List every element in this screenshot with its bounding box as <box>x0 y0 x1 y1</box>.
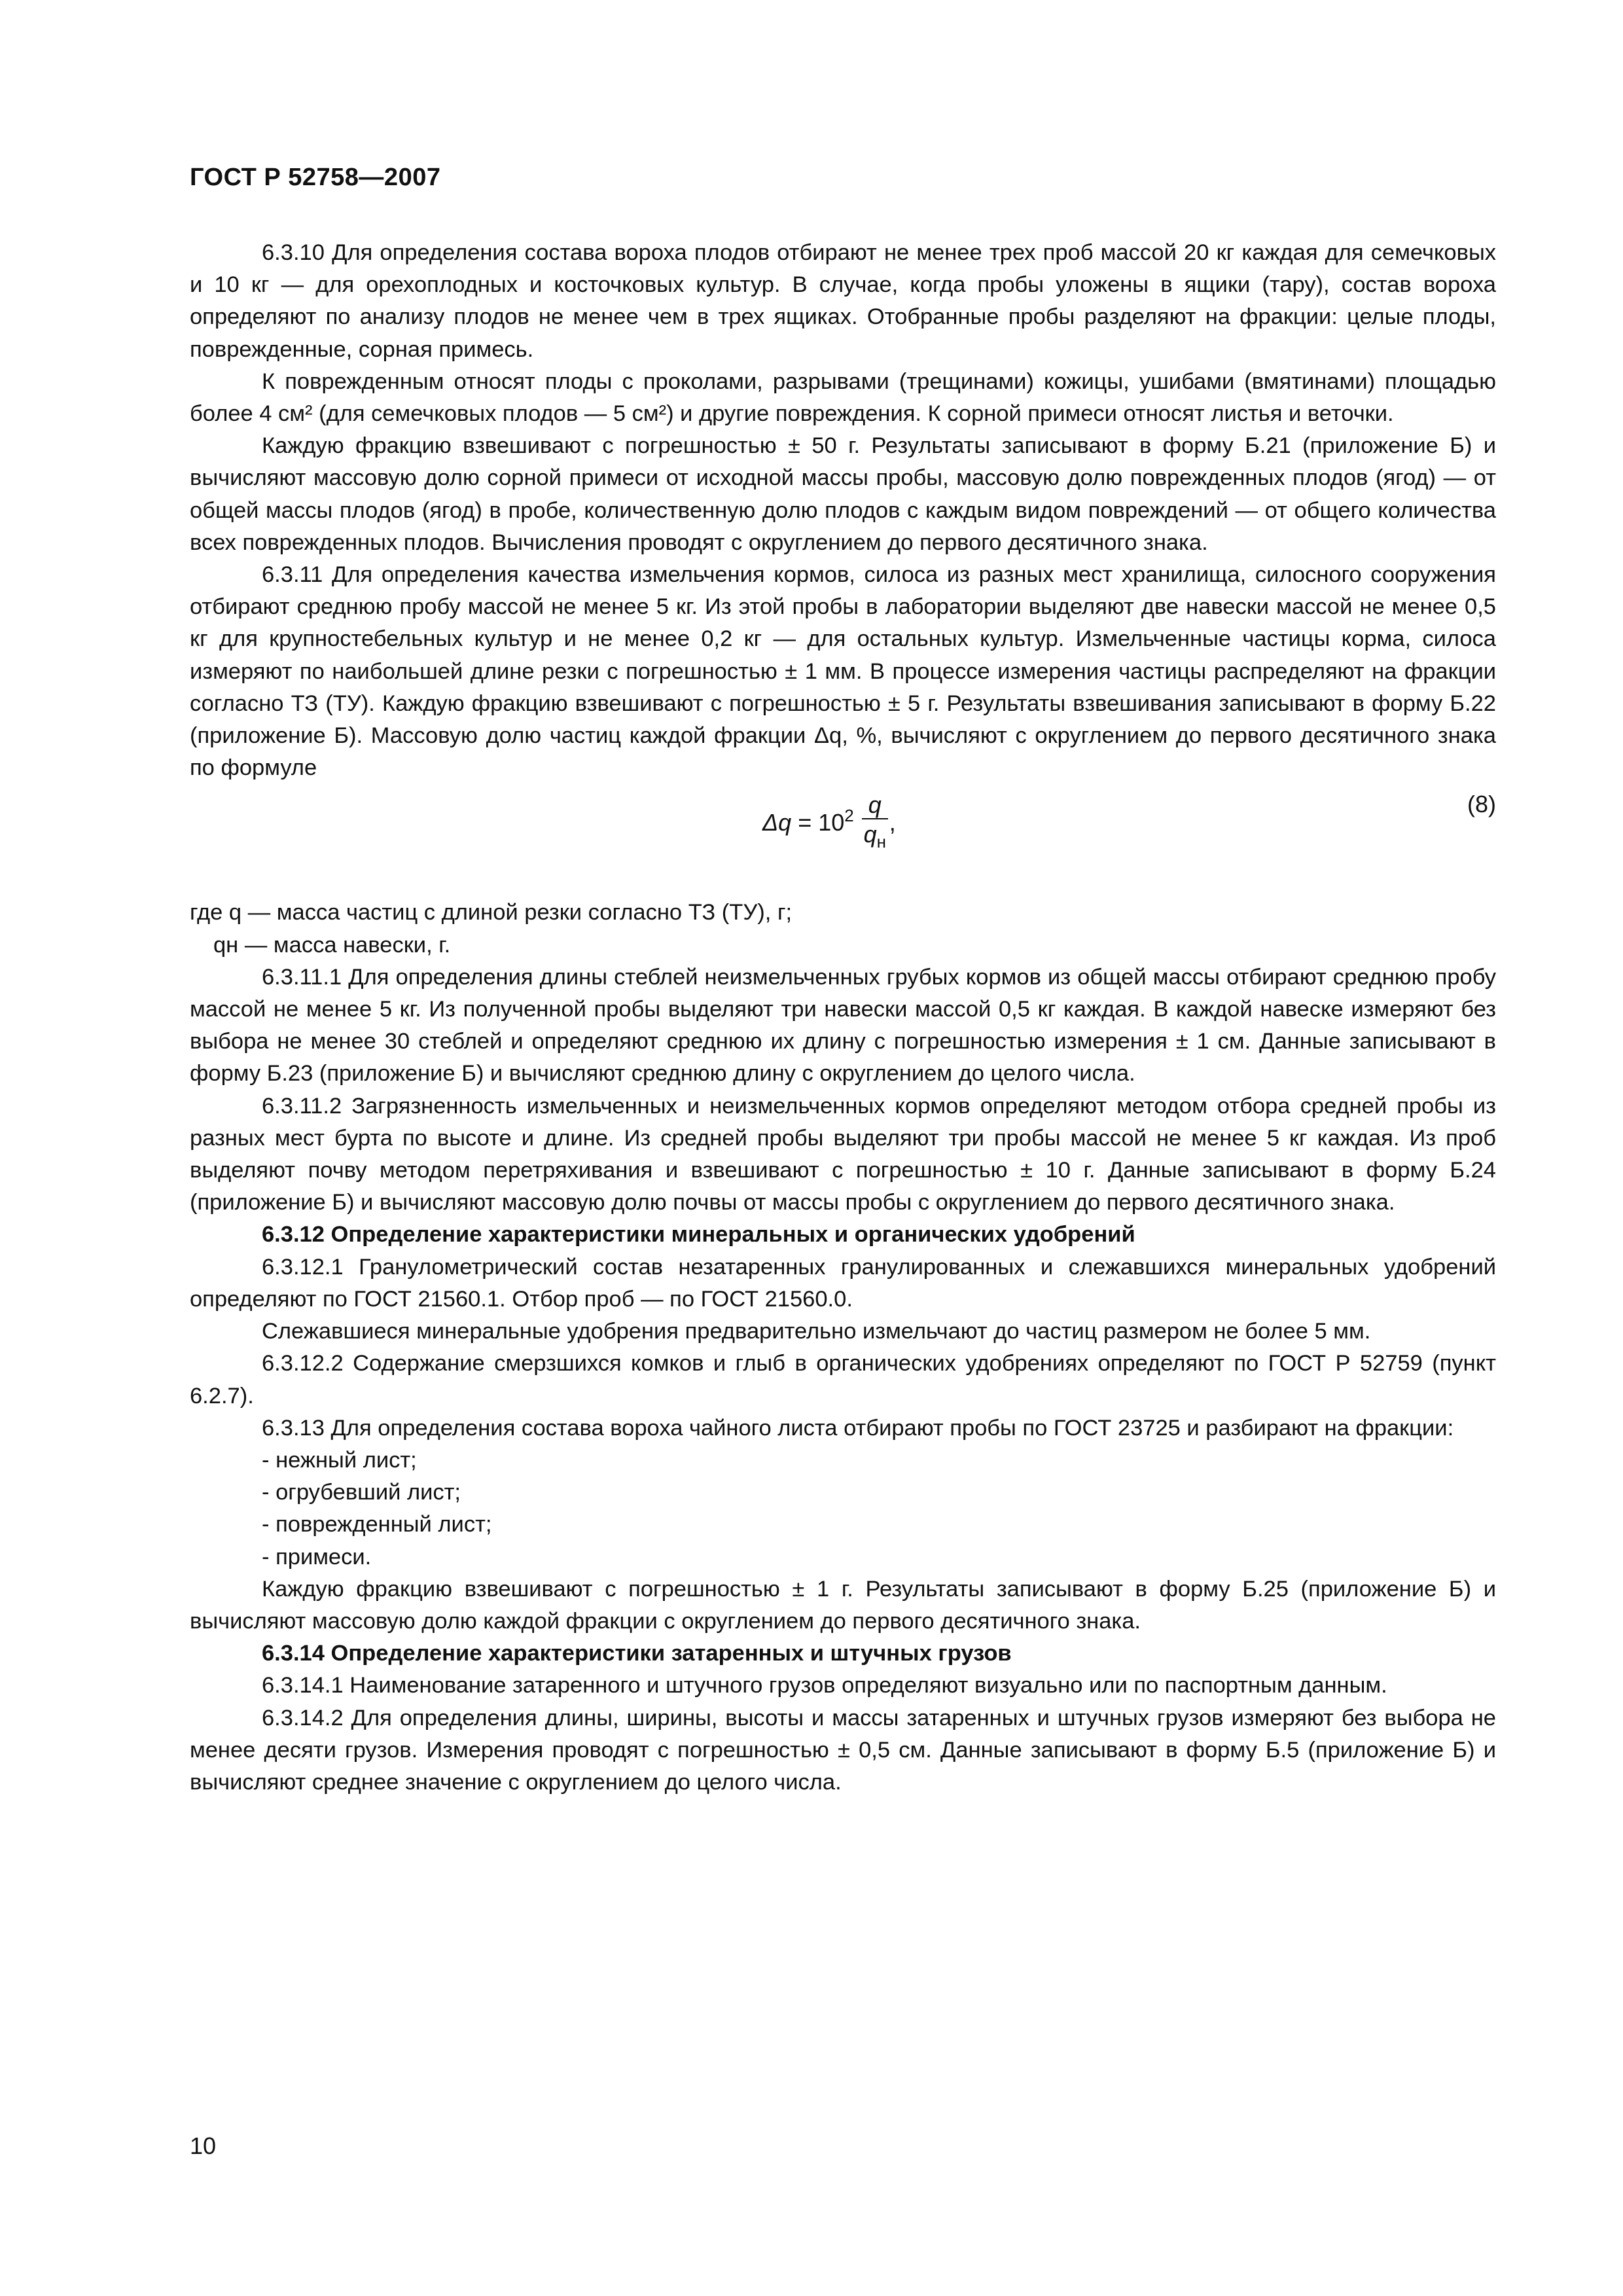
formula-where-qn: qн — масса навески, г. <box>213 932 451 958</box>
paragraph-caked-fertilizers: Слежавшиеся минеральные удобрения предварительно измельчают до частиц размером не более 5 мм. <box>262 1319 1371 1344</box>
heading-6-3-14: 6.3.14 Определение характеристики затаренных и штучных грузов <box>262 1641 1012 1666</box>
paragraph-weighing-fractions: Каждую фракцию взвешивают с погрешностью ± 50 г. Результаты записывают в форму Б.21 (приложение Б) и вычисляют массовую долю сорной примеси от исходной массы пробы, массовую долю поврежденных плодов (ягод) — от общей массы плодов (ягод) в пробе, количественную долю плодов с каждым видом повреждений — от общего количества всех поврежденных плодов. Вычисления проводят с округлением до первого десятичного знака. <box>190 433 1496 555</box>
formula-power: 2 <box>844 806 854 826</box>
list-item: - примеси. <box>262 1544 372 1570</box>
paragraph-6-3-10: 6.3.10 Для определения состава вороха плодов отбирают не менее трех проб массой 20 кг каждая для семечковых и 10 кг — для орехоплодных и косточковых культур. В случае, когда пробы уложены в ящики (тару), состав вороха определяют по анализу плодов не менее чем в трех ящиках. Отобранные пробы разделяют на фракции: целые плоды, поврежденные, сорная примесь. <box>190 240 1496 362</box>
formula-trail: , <box>889 809 896 836</box>
formula-lhs: Δq <box>762 809 792 836</box>
formula-denominator <box>862 819 888 857</box>
page-number: 10 <box>190 2132 217 2159</box>
list-item: - поврежденный лист; <box>262 1512 492 1537</box>
formula-fraction <box>862 792 888 857</box>
formula-denominator-sub: н <box>876 832 886 852</box>
formula-number: (8) <box>1467 791 1496 818</box>
paragraph-damaged-definition: К поврежденным относят плоды с проколами, разрывами (трещинами) кожицы, ушибами (вмятинами) площадью более 4 см² (для семечковых плодов — 5 см²) и другие повреждения. К сорной примеси относят листья и веточки. <box>190 368 1496 427</box>
formula-numerator: q <box>862 792 888 819</box>
formula-expression <box>762 792 896 857</box>
heading-6-3-12: 6.3.12 Определение характеристики минеральных и органических удобрений <box>262 1222 1135 1247</box>
formula-equals: = 10 <box>798 809 845 836</box>
paragraph-6-3-11: 6.3.11 Для определения качества измельчения кормов, силоса из разных мест хранилища, силосного сооружения отбирают среднюю пробу массой не менее 5 кг. Из этой пробы в лаборатории выделяют две навески массой не менее 0,5 кг для крупностебельных культур и не менее 0,2 кг — для остальных культур. Измельченные частицы корма, силоса измеряют по наибольшей длине резки с погрешностью ± 1 мм. В процессе измерения частицы распределяют на фракции согласно ТЗ (ТУ). Каждую фракцию взвешивают с погрешностью ± 5 г. Результаты взвешивания записывают в форму Б.22 (приложение Б). Массовую долю частиц каждой фракции Δq, %, вычисляют с округлением до первого десятичного знака по формуле <box>190 562 1496 781</box>
paragraph-6-3-11-1: 6.3.11.1 Для определения длины стеблей неизмельченных грубых кормов из общей массы отбирают среднюю пробу массой не менее 5 кг. Из полученной пробы выделяют три навески массой 0,5 кг каждая. В каждой навеске измеряют без выбора не менее 30 стеблей и определяют среднюю их длину с погрешностью измерения ± 1 см. Данные записывают в форму Б.23 (приложение Б) и вычисляют среднюю длину с округлением до целого числа. <box>190 964 1496 1086</box>
formula-where-q: где q — масса частиц с длиной резки согласно ТЗ (ТУ), г; <box>190 900 793 925</box>
formula-8 <box>190 787 1496 880</box>
paragraph-6-3-11-2: 6.3.11.2 Загрязненность измельченных и неизмельченных кормов определяют методом отбора средней пробы из разных мест бурта по высоте и длине. Из средней пробы выделяют три пробы массой не менее 5 кг каждая. Из проб выделяют почву методом перетряхивания и взвешивают с погрешностью ± 10 г. Данные записывают в форму Б.24 (приложение Б) и вычисляют массовую долю почвы от массы пробы с округлением до первого десятичного знака. <box>190 1093 1496 1215</box>
list-item: - огрубевший лист; <box>262 1480 461 1505</box>
document-body <box>190 237 1496 1799</box>
paragraph-6-3-13: 6.3.13 Для определения состава вороха чайного листа отбирают пробы по ГОСТ 23725 и разбирают на фракции: <box>262 1415 1454 1441</box>
paragraph-6-3-14-1: 6.3.14.1 Наименование затаренного и штучного грузов определяют визуально или по паспортным данным. <box>262 1673 1387 1698</box>
formula-denominator-var: q <box>863 821 877 848</box>
paragraph-6-3-12-1: 6.3.12.1 Гранулометрический состав незатаренных гранулированных и слежавшихся минеральных удобрений определяют по ГОСТ 21560.1. Отбор проб — по ГОСТ 21560.0. <box>190 1254 1496 1312</box>
paragraph-6-3-12-2: 6.3.12.2 Содержание смерзшихся комков и глыб в органических удобрениях определяют по ГОСТ Р 52759 (пункт 6.2.7). <box>190 1351 1496 1408</box>
paragraph-6-3-14-2: 6.3.14.2 Для определения длины, ширины, высоты и массы затаренных и штучных грузов измеряют без выбора не менее десяти грузов. Измерения проводят с погрешностью ± 0,5 см. Данные записывают в форму Б.5 (приложение Б) и вычисляют среднее значение с округлением до целого числа. <box>190 1705 1496 1795</box>
list-item: - нежный лист; <box>262 1447 417 1473</box>
paragraph-tea-weighing: Каждую фракцию взвешивают с погрешностью ± 1 г. Результаты записывают в форму Б.25 (приложение Б) и вычисляют массовую долю каждой фракции с округлением до первого десятичного знака. <box>190 1576 1496 1634</box>
document-header: ГОСТ Р 52758—2007 <box>190 164 441 191</box>
